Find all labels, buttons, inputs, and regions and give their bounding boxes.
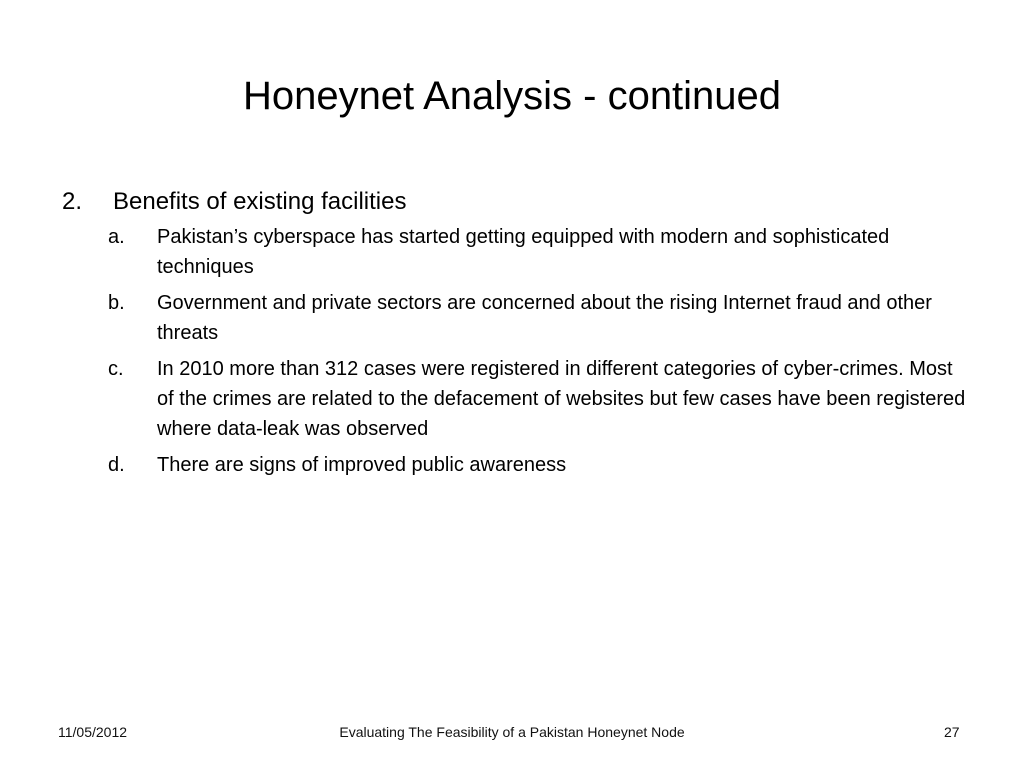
sub-item-letter: c.: [108, 358, 124, 380]
sub-item-letter: a.: [108, 226, 125, 248]
sub-item-letter: b.: [108, 292, 125, 314]
sub-item-b: [108, 288, 982, 348]
sub-item-text: Government and private sectors are concerned about the rising Internet fraud and other threats: [157, 292, 932, 344]
sub-item-text: Pakistan’s cyberspace has started getting equipped with modern and sophisticated techniques: [157, 226, 890, 278]
slide-title: Honeynet Analysis - continued: [242, 74, 782, 118]
sub-item-c: [108, 354, 982, 444]
list-item-level1: [62, 186, 982, 218]
list-number: 2.: [62, 188, 83, 215]
sub-item-text: In 2010 more than 312 cases were registered in different categories of cyber-crimes. Most of the crimes are related to the defacement of websites but few cases have been registered where data-leak was observed: [157, 358, 966, 440]
footer-title: Evaluating The Feasibility of a Pakistan Honeynet Node: [339, 724, 685, 740]
sub-item-d: [108, 450, 982, 480]
slide-number: 27: [944, 724, 960, 740]
list-item-text: Benefits of existing facilities: [113, 188, 407, 215]
sub-item-a: [108, 222, 982, 282]
sub-item-text: There are signs of improved public awareness: [157, 454, 567, 476]
footer-date: 11/05/2012: [58, 724, 128, 740]
sub-item-letter: d.: [108, 454, 125, 476]
slide-body: [62, 186, 982, 486]
